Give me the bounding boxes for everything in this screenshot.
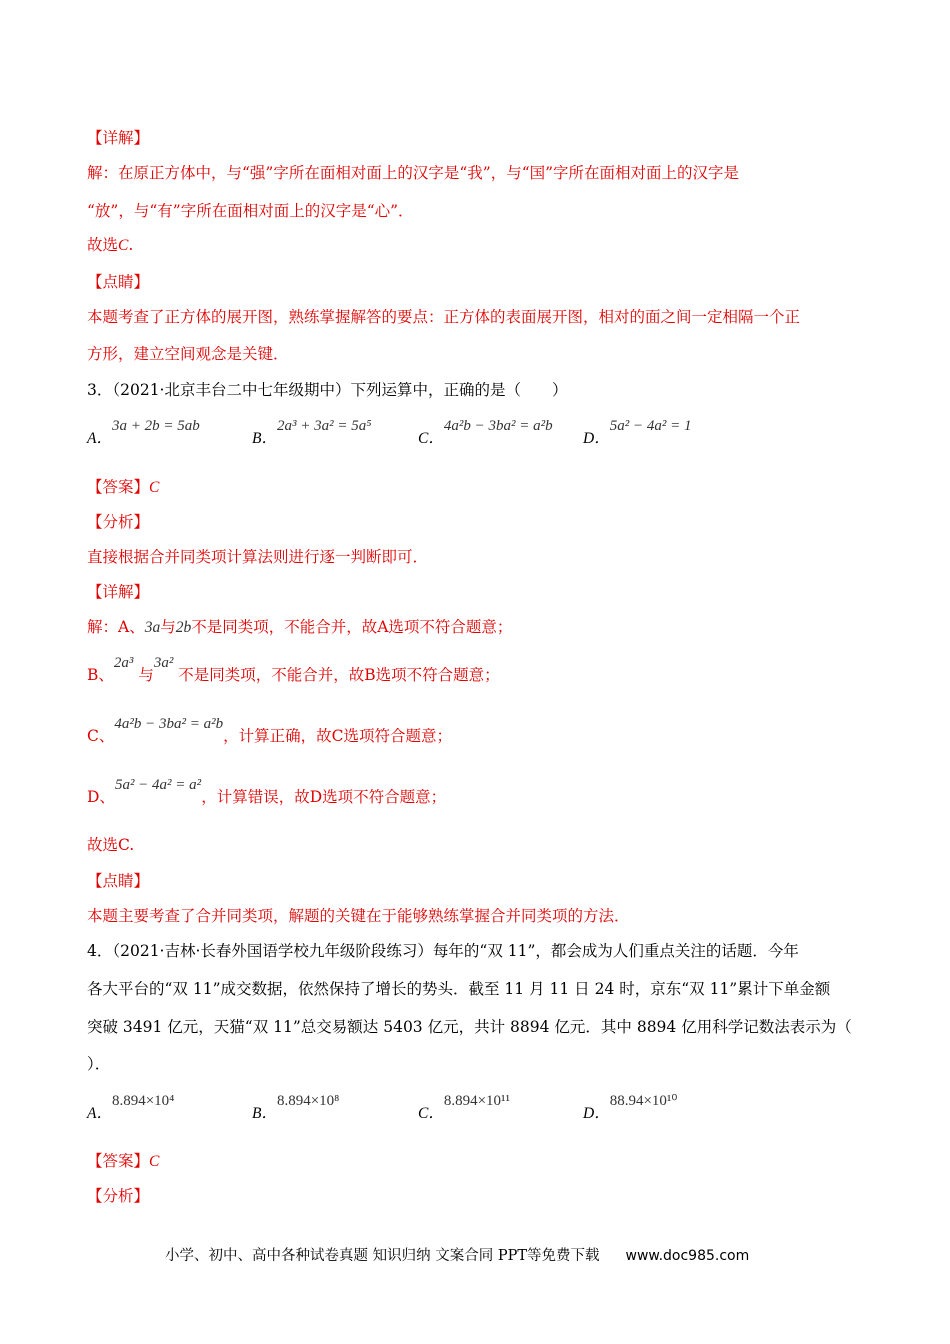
detail-text: 解：在原正方体中，与“强”字所在面相对面上的汉字是“我”，与“国”字所在面相对面上的汉字是 xyxy=(87,164,740,182)
option-a xyxy=(87,1093,175,1124)
point-heading: 【点睛】 xyxy=(87,872,150,890)
option-letter: A． xyxy=(87,430,112,447)
question-4-line: 各大平台的“双 11”成交数据，依然保持了增长的势头．截至 11 月 11 日 24 时，京东“双 11”累计下单金额 xyxy=(87,980,831,998)
option-letter: B． xyxy=(252,1105,277,1122)
formula: 3a xyxy=(144,619,161,636)
option-letter: B． xyxy=(252,430,277,447)
answer-line xyxy=(87,1151,159,1172)
detail-text: 解：A、 xyxy=(87,618,145,636)
option-formula: 8.894×10⁸ xyxy=(276,1093,340,1109)
option-formula: 3a + 2b = 5ab xyxy=(111,418,200,434)
detail-text: 与 xyxy=(138,666,154,684)
detail-heading: 【详解】 xyxy=(87,129,150,147)
detail-b xyxy=(87,655,500,686)
formula: 4a²b − 3ba² = a²b xyxy=(114,716,224,732)
answer-value: C xyxy=(149,1153,160,1170)
option-formula: 88.94×10¹⁰ xyxy=(609,1093,678,1109)
option-letter: D． xyxy=(583,1105,610,1122)
answer-heading: 【答案】 xyxy=(87,478,150,496)
option-formula: 4a²b − 3ba² = a²b xyxy=(443,418,553,434)
option-letter: C． xyxy=(418,1105,444,1122)
analysis-text: 直接根据合并同类项计算法则进行逐一判断即可． xyxy=(87,548,429,566)
footer-url[interactable]: www.doc985.com xyxy=(625,1248,750,1264)
question-4-line: 4．（2021·吉林·长春外国语学校九年级阶段练习）每年的“双 11”，都会成为人们重点关注的话题．今年 xyxy=(87,942,799,960)
footer-text: 小学、初中、高中各种试卷真题 知识归纳 文案合同 PPT等免费下载 xyxy=(165,1248,600,1264)
detail-text: ，计算正确，故C选项符合题意； xyxy=(223,727,452,745)
detail-text: ，计算错误，故D选项不符合题意； xyxy=(201,788,447,806)
formula: 3a² xyxy=(153,655,174,671)
option-b xyxy=(252,418,372,449)
detail-text: 不是同类项，不能合并，故B选项不符合题意； xyxy=(178,666,500,684)
answer-value: C xyxy=(149,479,160,496)
choose-end: . xyxy=(128,236,134,254)
detail-text: C、 xyxy=(87,727,115,745)
formula: 5a² − 4a² = a² xyxy=(114,777,202,793)
detail-c xyxy=(87,716,452,747)
detail-text: D、 xyxy=(87,788,115,806)
detail-text: 不是同类项，不能合并，故A选项不符合题意； xyxy=(191,618,513,636)
point-text: 方形，建立空间观念是关键． xyxy=(87,345,289,363)
detail-a xyxy=(87,617,512,638)
formula: 2b xyxy=(175,619,192,636)
option-a xyxy=(87,418,200,449)
choose-line: 故选C. xyxy=(87,836,135,854)
option-formula: 5a² − 4a² = 1 xyxy=(609,418,692,434)
choose-line xyxy=(87,235,133,256)
detail-text: “放”，与“有”字所在面相对面上的汉字是“心”． xyxy=(87,202,414,220)
analysis-heading: 【分析】 xyxy=(87,513,150,531)
option-formula: 8.894×10⁴ xyxy=(111,1093,175,1109)
point-text: 本题主要考查了合并同类项，解题的关键在于能够熟练掌握合并同类项的方法． xyxy=(87,907,630,925)
option-d xyxy=(583,1093,678,1124)
question-4-line: ）． xyxy=(87,1055,111,1073)
answer-line xyxy=(87,477,159,498)
choose-text: 故选 xyxy=(87,236,119,254)
option-letter: D． xyxy=(583,430,610,447)
footer xyxy=(165,1244,749,1265)
option-c xyxy=(418,418,553,449)
answer-heading: 【答案】 xyxy=(87,1152,150,1170)
option-letter: A． xyxy=(87,1105,112,1122)
option-formula: 8.894×10¹¹ xyxy=(443,1093,511,1109)
choose-letter: C xyxy=(118,237,129,254)
question-4-line: 突破 3491 亿元，天猫“双 11”总交易额达 5403 亿元，共计 8894 亿元．其中 8894 亿用科学记数法表示为（ xyxy=(87,1018,852,1036)
detail-text: B、 xyxy=(87,666,114,684)
option-formula: 2a³ + 3a² = 5a⁵ xyxy=(276,418,372,434)
option-d xyxy=(583,418,692,449)
question-3: 3．（2021·北京丰台二中七年级期中）下列运算中，正确的是（ ） xyxy=(87,381,568,399)
detail-heading: 【详解】 xyxy=(87,583,150,601)
option-letter: C． xyxy=(418,430,444,447)
analysis-heading: 【分析】 xyxy=(87,1187,150,1205)
option-c xyxy=(418,1093,511,1124)
point-text: 本题考查了正方体的展开图，熟练掌握解答的要点：正方体的表面展开图，相对的面之间一定相隔一个正 xyxy=(87,308,801,326)
detail-text: 与 xyxy=(160,618,176,636)
formula: 2a³ xyxy=(113,655,134,671)
detail-d xyxy=(87,777,447,808)
point-heading: 【点睛】 xyxy=(87,273,150,291)
option-b xyxy=(252,1093,340,1124)
